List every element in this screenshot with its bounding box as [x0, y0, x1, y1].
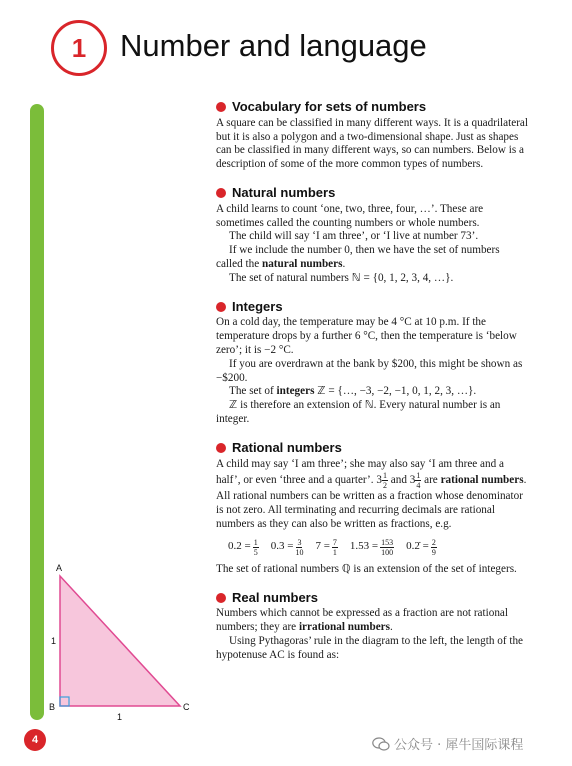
- fraction-examples: [228, 538, 528, 557]
- fraction-example: 0.2 = $\frac{1}{5}$: [228, 537, 258, 557]
- section-heading: Natural numbers: [216, 186, 528, 200]
- vertex-label-a: A: [56, 563, 63, 573]
- chapter-number-badge: [51, 20, 107, 76]
- watermark-text: 公众号 · 犀牛国际课程: [394, 738, 524, 753]
- paragraph: The set of rational numbers ℚ is an extension of the set of integers.: [216, 562, 517, 575]
- right-triangle-diagram: [48, 560, 198, 730]
- bullet-icon: [216, 302, 226, 312]
- bullet-icon: [216, 593, 226, 603]
- margin-accent-bar: [30, 104, 44, 720]
- paragraph: If you are overdrawn at the bank by $200, this might be shown as −$200.: [216, 357, 523, 384]
- section-natural-numbers: [216, 186, 528, 286]
- section-heading: Integers: [216, 300, 528, 314]
- section-vocabulary: [216, 100, 528, 172]
- term-natural-numbers: natural numbers: [261, 257, 343, 270]
- watermark: [372, 734, 523, 753]
- fraction-example: 7 = $\frac{7}{1}$: [315, 537, 337, 557]
- section-rational-numbers: [216, 441, 528, 577]
- paragraph: Numbers which cannot be expressed as a fraction are not rational numbers; they are irrational numbers.: [216, 607, 509, 634]
- wechat-icon: [372, 737, 390, 751]
- section-real-numbers: [216, 591, 528, 663]
- term-irrational-numbers: irrational numbers: [298, 621, 391, 634]
- fraction: $\frac{1}{2}$: [382, 471, 387, 491]
- term-integers: integers: [276, 385, 315, 398]
- paragraph: A square can be classified in many different ways. It is a quadrilateral but it is also a polygon and a two-dimensional shape. Just as shapes can be classified in many different ways, so can numbers. Below is a description of some of the more common types of numbers.: [216, 116, 528, 171]
- side-label-ab: 1: [51, 636, 57, 646]
- paragraph: A child may say ‘I am three’; she may also say ‘I am three and a half’, or even ‘three and a quarter’. 3 $\frac{1}{2}$ and 3 $\frac{1}{4}$ are rational numbers. All rational numbers can be written as a fraction whose denominator is not zero. All terminating and recurring decimals are rational numbers as they can also be written as fractions, e.g.: [216, 457, 527, 530]
- triangle-shape: [60, 576, 180, 706]
- chapter-title: Number and language: [120, 28, 427, 63]
- paragraph: A child learns to count ‘one, two, three, four, …’. These are sometimes called the counting numbers or whole numbers.: [216, 202, 484, 229]
- paragraph: The set of integers ℤ = {…, −3, −2, −1, 0, 1, 2, 3, …}.: [229, 385, 477, 398]
- fraction: $\frac{1}{4}$: [416, 471, 421, 491]
- paragraph: The set of natural numbers ℕ = {0, 1, 2, 3, 4, …}.: [229, 271, 454, 284]
- page-number: 4: [24, 729, 46, 751]
- fraction-example: 0.3 = $\frac{3}{10}$: [270, 537, 304, 557]
- section-heading: Vocabulary for sets of numbers: [216, 100, 528, 114]
- chapter-number: 1: [71, 32, 87, 63]
- fraction-example: 0.2̇ = $\frac{2}{9}$: [406, 537, 436, 557]
- paragraph: Using Pythagoras’ rule in the diagram to the left, the length of the hypotenuse AC is found as:: [216, 634, 524, 661]
- paragraph: If we include the number 0, then we have the set of numbers called the natural numbers.: [216, 244, 500, 270]
- section-heading: Rational numbers: [216, 441, 528, 455]
- section-integers: [216, 300, 528, 427]
- paragraph: ℤ is therefore an extension of ℕ. Every natural number is an integer.: [216, 399, 501, 425]
- section-heading: Real numbers: [216, 591, 528, 605]
- bullet-icon: [216, 188, 226, 198]
- paragraph: The child will say ‘I am three’, or ‘I live at number 73’.: [229, 230, 479, 243]
- vertex-label-c: C: [183, 702, 190, 712]
- paragraph: On a cold day, the temperature may be 4 °C at 10 p.m. If the temperature drops by a further 6 °C, then the temperature is ‘below zero’; it is −2 °C.: [216, 316, 517, 356]
- side-label-bc: 1: [117, 712, 123, 722]
- bullet-icon: [216, 443, 226, 453]
- term-rational-numbers: rational numbers: [440, 474, 524, 487]
- bullet-icon: [216, 102, 226, 112]
- fraction-example: 1.53 = $\frac{153}{100}$: [349, 537, 394, 557]
- main-content: [216, 100, 528, 677]
- vertex-label-b: B: [49, 702, 56, 712]
